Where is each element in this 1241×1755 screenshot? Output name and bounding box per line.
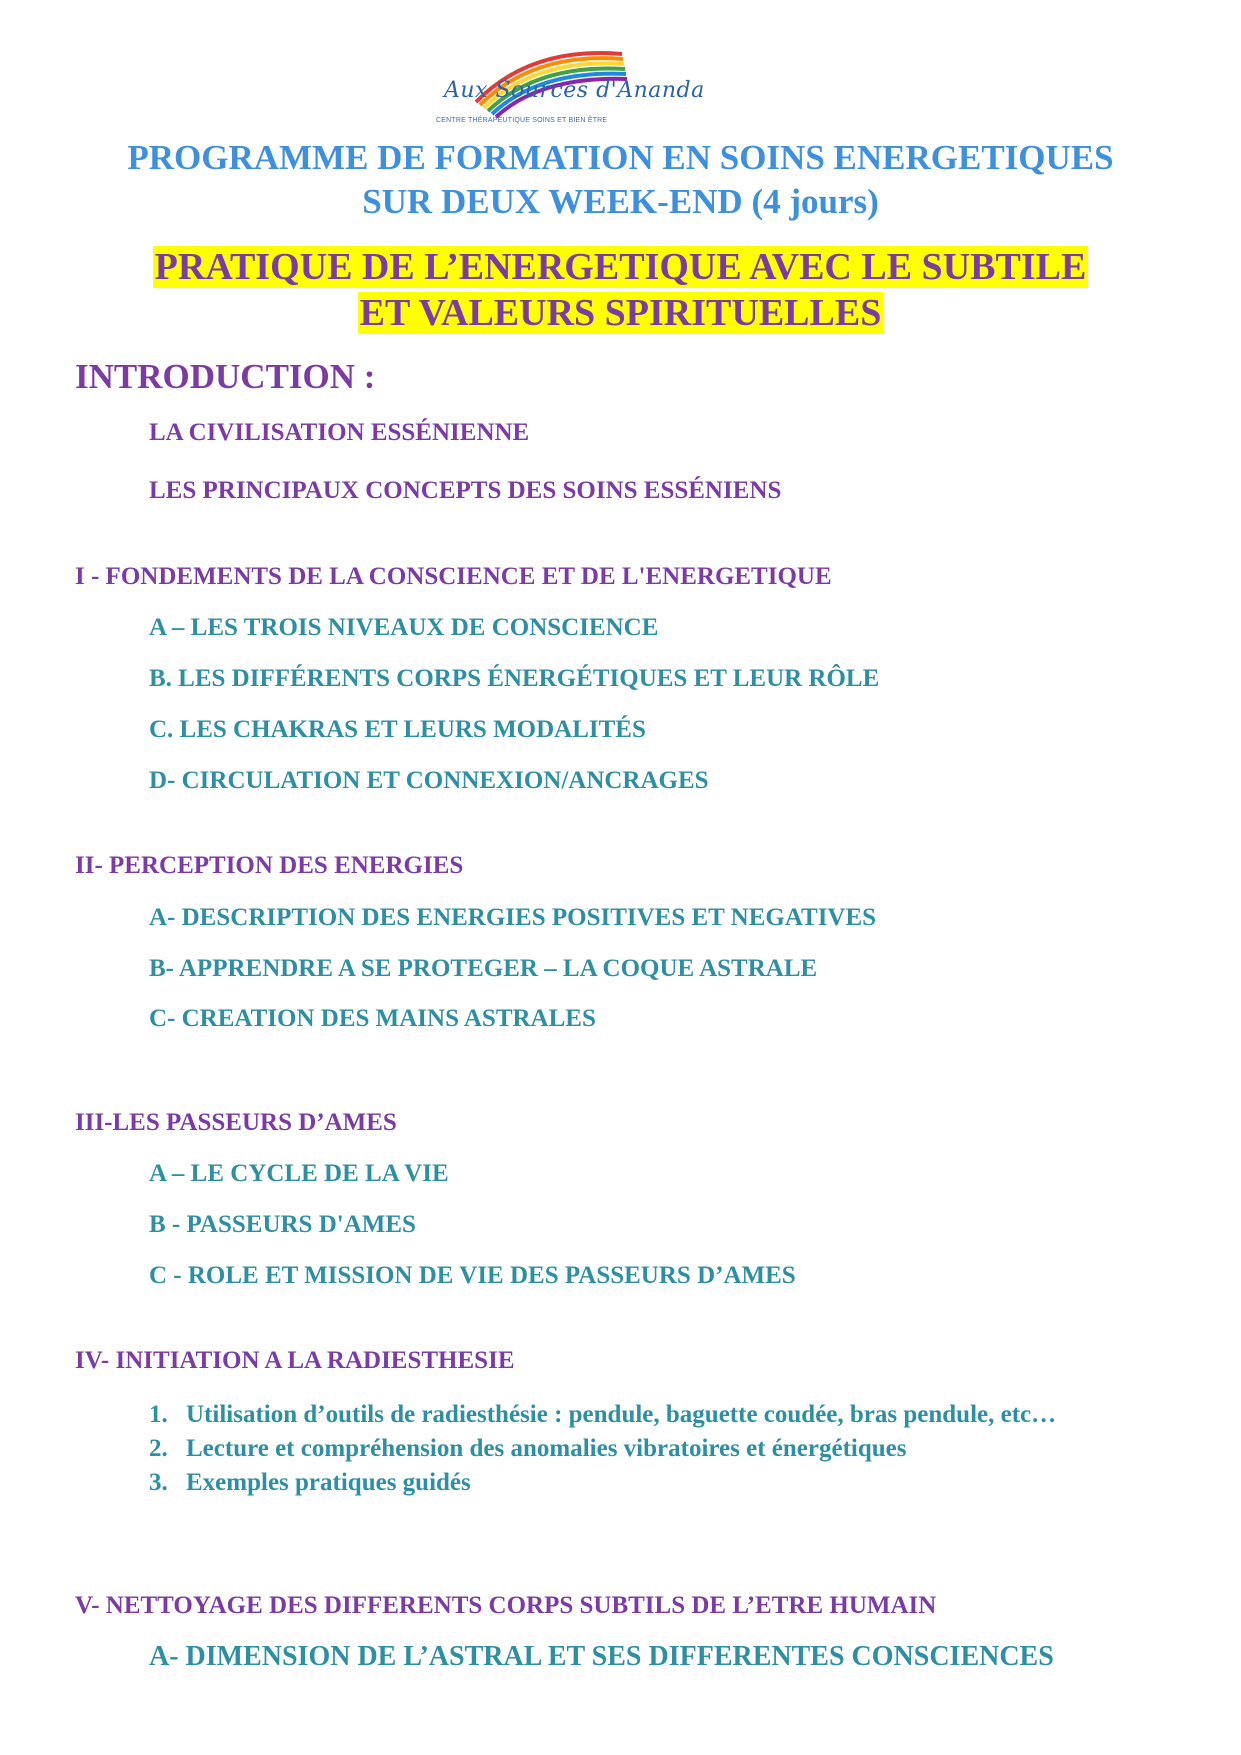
section-heading-1: I - FONDEMENTS DE LA CONSCIENCE ET DE L'ENERGETIQUE (75, 563, 832, 590)
subtitle-line-1 (0, 245, 1241, 289)
item-number: 2. (149, 1435, 168, 1462)
subtitle-line-2 (0, 291, 1241, 335)
item-text: Utilisation d’outils de radiesthésie : pendule, baguette coudée, bras pendule, etc… (186, 1401, 1057, 1428)
section-2-item: B- APPRENDRE A SE PROTEGER – LA COQUE ASTRALE (149, 955, 818, 982)
section-1-item: D- CIRCULATION ET CONNEXION/ANCRAGES (149, 767, 709, 794)
section-3-item: A – LE CYCLE DE LA VIE (149, 1160, 449, 1187)
section-5-item: A- DIMENSION DE L’ASTRAL ET SES DIFFERENTES CONSCIENCES (149, 1641, 1054, 1672)
introduction-heading: INTRODUCTION : (75, 357, 376, 396)
section-2-item: A- DESCRIPTION DES ENERGIES POSITIVES ET NEGATIVES (149, 904, 877, 931)
logo-tagline: CENTRE THÉRAPEUTIQUE SOINS ET BIEN ÊTRE (436, 117, 608, 124)
numbered-item (149, 1466, 1169, 1500)
section-1-item: B. LES DIFFÉRENTS CORPS ÉNERGÉTIQUES ET LEUR RÔLE (149, 665, 880, 692)
item-number: 1. (149, 1401, 168, 1428)
section-3-item: C - ROLE ET MISSION DE VIE DES PASSEURS D’AMES (149, 1262, 796, 1289)
section-heading-4: IV- INITIATION A LA RADIESTHESIE (75, 1347, 515, 1374)
subtitle-line-2-text: ET VALEURS SPIRITUELLES (359, 292, 882, 334)
item-text: Lecture et compréhension des anomalies vibratoires et énergétiques (186, 1435, 907, 1462)
section-heading-3: III-LES PASSEURS D’AMES (75, 1109, 397, 1136)
logo (436, 40, 705, 130)
item-text: Exemples pratiques guidés (186, 1469, 471, 1496)
page-title-line-1: PROGRAMME DE FORMATION EN SOINS ENERGETIQUES (127, 138, 1114, 177)
page-title-line-2: SUR DEUX WEEK-END (4 jours) (362, 182, 879, 221)
section-3-item: B - PASSEURS D'AMES (149, 1211, 416, 1238)
section-2-item: C- CREATION DES MAINS ASTRALES (149, 1005, 596, 1032)
introduction-item: LES PRINCIPAUX CONCEPTS DES SOINS ESSÉNIENS (149, 477, 782, 504)
section-1-item: C. LES CHAKRAS ET LEURS MODALITÉS (149, 716, 646, 743)
logo-name: Aux Sources d'Ananda (444, 78, 705, 103)
numbered-item (149, 1432, 1169, 1466)
radiesthesie-list (149, 1398, 1169, 1500)
section-heading-2: II- PERCEPTION DES ENERGIES (75, 852, 464, 879)
item-number: 3. (149, 1469, 168, 1496)
section-1-item: A – LES TROIS NIVEAUX DE CONSCIENCE (149, 614, 659, 641)
numbered-item (149, 1398, 1169, 1432)
section-heading-5: V- NETTOYAGE DES DIFFERENTS CORPS SUBTILS DE L’ETRE HUMAIN (75, 1592, 937, 1619)
introduction-item: LA CIVILISATION ESSÉNIENNE (149, 419, 530, 446)
subtitle-line-1-text: PRATIQUE DE L’ENERGETIQUE AVEC LE SUBTILE (154, 246, 1087, 288)
